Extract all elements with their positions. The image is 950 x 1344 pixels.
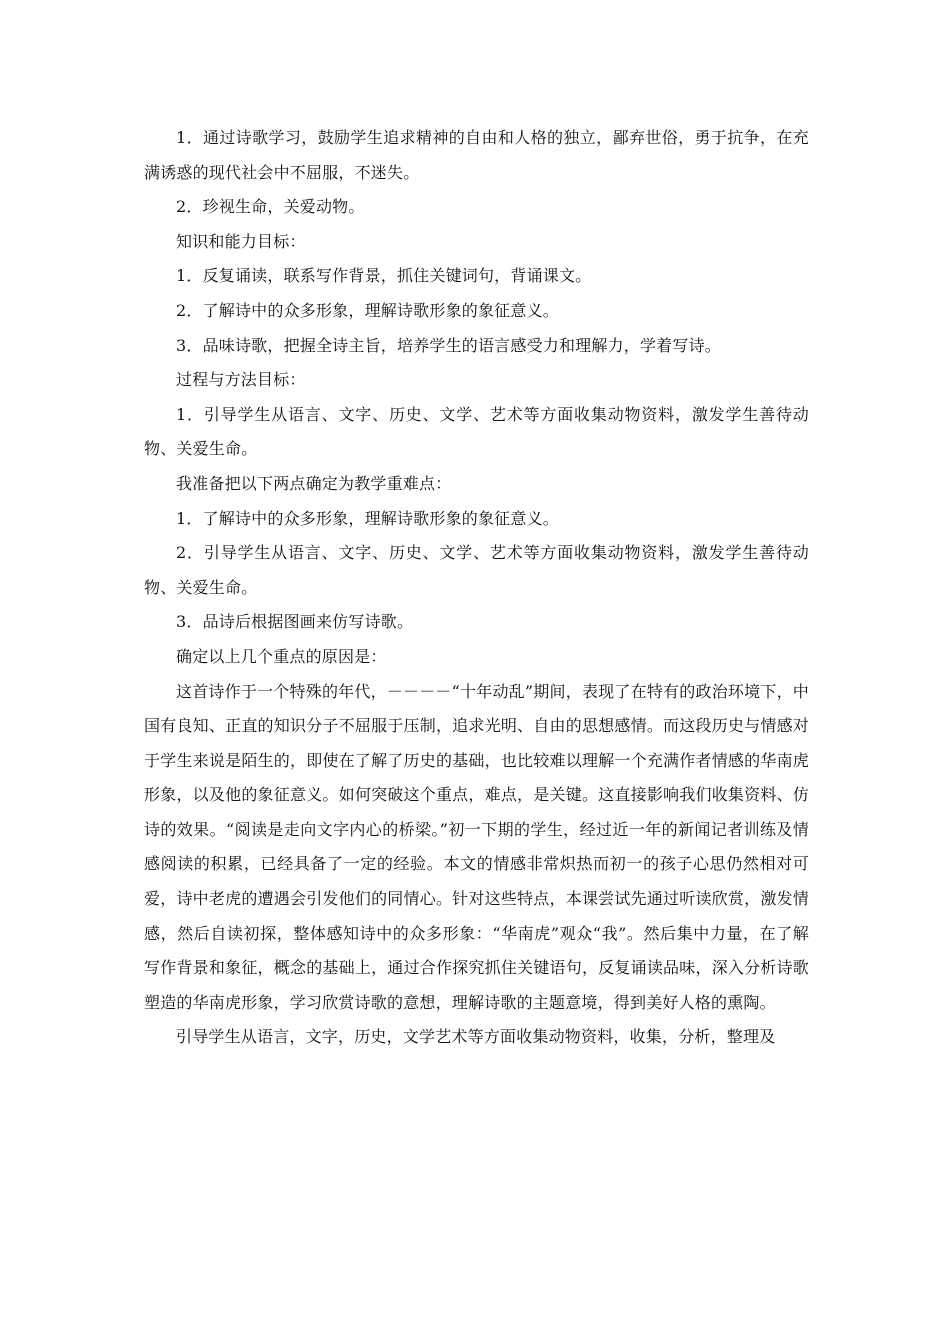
paragraph-knowledge-2: 2．了解诗中的众多形象，理解诗歌形象的象征意义。 xyxy=(176,300,559,320)
paragraph-reasons-body: 这首诗作于一个特殊的年代，－－－－“十年动乱”期间，表现了在特有的政治环境下，中国有良知、正直的知识分子不屈服于压制，追求光明、自由的思想感情。而这段历史与情感对于学生来说是陌生的，即使在了解了历史的基础，也比较难以理解一个充满作者情感的华南虎形象，以及他的象征意义。如何突破这个重点，难点，是关键。这直接影响我们收集资料、仿诗的效果。“阅读是走向文字内心的桥梁。”初一下期的学生，经过近一年的新闻记者训练及情感阅读的积累，已经具备了一定的经验。本文的情感非常炽热而初一的孩子心思仍然相对可爱，诗中老虎的遭遇会引发他们的同情心。针对这些特点，本课尝试先通过听读欣赏，激发情感，然后自读初探，整体感知诗中的众多形象：“华南虎”观众“我”。然后集中力量，在了解写作背景和象征，概念的基础上，通过合作探究抓住关键语句，反复诵读品味，深入分析诗歌塑造的华南虎形象，学习欣赏诗歌的意想，理解诗歌的主题意境，得到美好人格的熏陶。 xyxy=(144,681,809,1012)
paragraph-knowledge-3: 3．品味诗歌，把握全诗主旨，培养学生的语言感受力和理解力，学着写诗。 xyxy=(176,335,721,355)
paragraph-key-3: 3．品诗后根据图画来仿写诗歌。 xyxy=(176,612,414,632)
heading-knowledge-ability: 知识和能力目标： xyxy=(176,231,306,251)
heading-reasons: 确定以上几个重点的原因是： xyxy=(176,646,387,666)
paragraph-key-2: 2．引导学生从语言、文字、历史、文学、艺术等方面收集动物资料，激发学生善待动物、关爱生命。 xyxy=(144,543,809,597)
paragraph-goal-2: 2．珍视生命，关爱动物。 xyxy=(176,197,365,217)
paragraph-knowledge-1: 1．反复诵读，联系写作背景，抓住关键词句，背诵课文。 xyxy=(176,266,592,286)
heading-key-points: 我准备把以下两点确定为教学重难点： xyxy=(176,473,452,493)
paragraph-goal-1: 1．通过诗歌学习，鼓励学生追求精神的自由和人格的独立，鄙弃世俗，勇于抗争，在充满诱惑的现代社会中不屈服，不迷失。 xyxy=(144,128,809,182)
paragraph-process-1: 1．引导学生从语言、文字、历史、文学、艺术等方面收集动物资料，激发学生善待动物、关爱生命。 xyxy=(144,404,809,459)
heading-process-method: 过程与方法目标： xyxy=(176,370,306,390)
document-body xyxy=(144,121,809,1055)
paragraph-collect-materials: 引导学生从语言，文字，历史，文学艺术等方面收集动物资料，收集，分析，整理及 xyxy=(176,1027,776,1047)
paragraph-key-1: 1．了解诗中的众多形象，理解诗歌形象的象征意义。 xyxy=(176,508,559,528)
